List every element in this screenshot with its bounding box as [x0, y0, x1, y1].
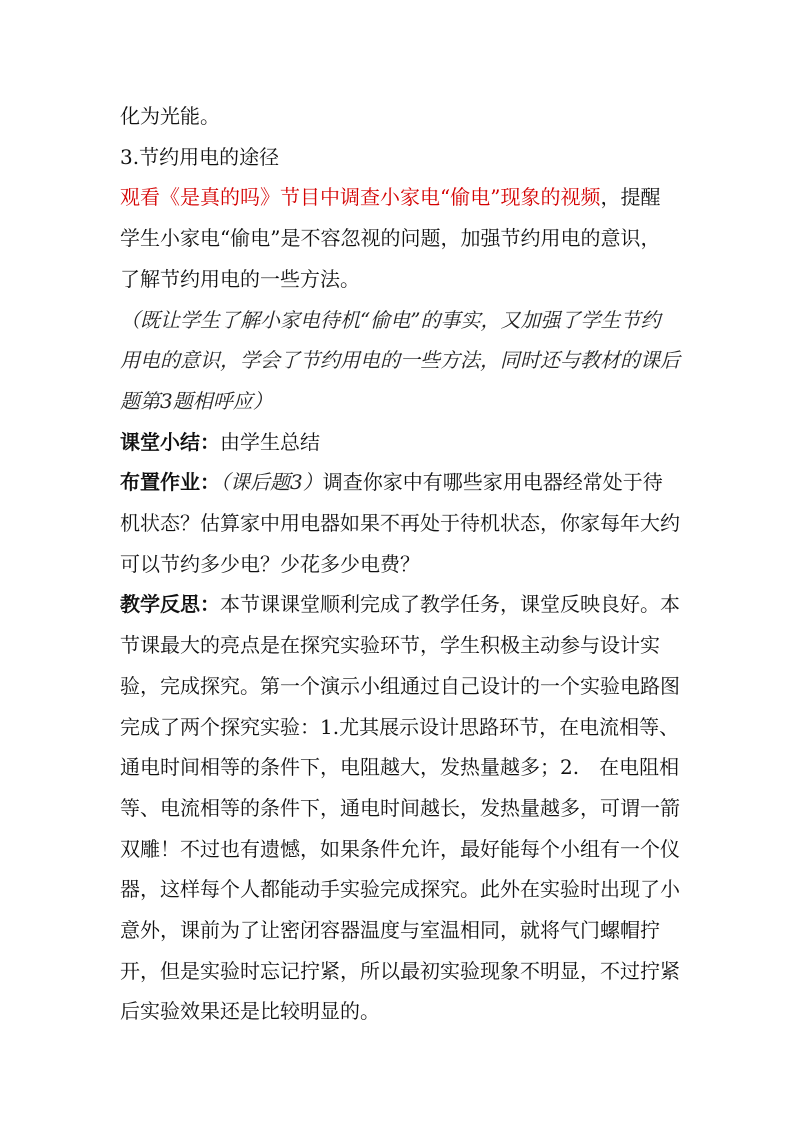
homework-paragraph: [120, 462, 680, 584]
paragraph-continuation: [120, 96, 680, 137]
design-note-text: （既让学生了解小家电待机“偷电”的事实，又加强了学生节约用电的意识，学会了节约用电的一些方法，同时还与教材的课后题第3题相呼应）: [120, 307, 680, 413]
video-highlight-text: 观看《是真的吗》节目中调查小家电“偷电”现象的视频: [120, 185, 601, 210]
homework-label: 布置作业：: [120, 470, 220, 495]
summary-label: 课堂小结：: [120, 429, 220, 454]
design-note: [120, 300, 680, 422]
reflection-paragraph: [120, 584, 680, 1032]
section-3-body-text: ，提醒学生小家电“偷电”是不容忽视的问题，加强节约用电的意识，了解节约用电的一些方法。: [120, 185, 661, 291]
section-heading: [120, 137, 680, 178]
homework-reference: （课后题3）: [220, 470, 323, 495]
reflection-label: 教学反思：: [120, 592, 220, 617]
section-3-paragraph: [120, 177, 680, 299]
document-body: [120, 96, 680, 1032]
reflection-text: 本节课课堂顺利完成了教学任务，课堂反映良好。本节课最大的亮点是在探究实验环节，学生积极主动参与设计实验，完成探究。第一个演示小组通过自己设计的一个实验电路图完成了两个探究实验：1.尤其展示设计思路环节，在电流相等、通电时间相等的条件下，电阻越大，发热量越多；2. 在电阻相等、电流相等的条件下，通电时间越长，发热量越多，可谓一箭双雕！不过也有遗憾，如果条件允许，最好能每个小组有一个仪器，这样每个人都能动手实验完成探究。此外在实验时出现了小意外，课前为了让密闭容器温度与室温相同，就将气门螺帽拧开，但是实验时忘记拧紧，所以最初实验现象不明显，不过拧紧后实验效果还是比较明显的。: [120, 592, 680, 1024]
homework-text: 调查你家中有哪些家用电器经常处于待机状态？估算家中用电器如果不再处于待机状态，你家每年大约可以节约多少电？少花多少电费？: [120, 470, 680, 576]
continuation-text: 化为光能。: [120, 104, 220, 128]
summary-text: 由学生总结: [220, 429, 320, 454]
section-3-heading: 3.节约用电的途径: [120, 144, 280, 169]
summary-paragraph: [120, 422, 680, 463]
